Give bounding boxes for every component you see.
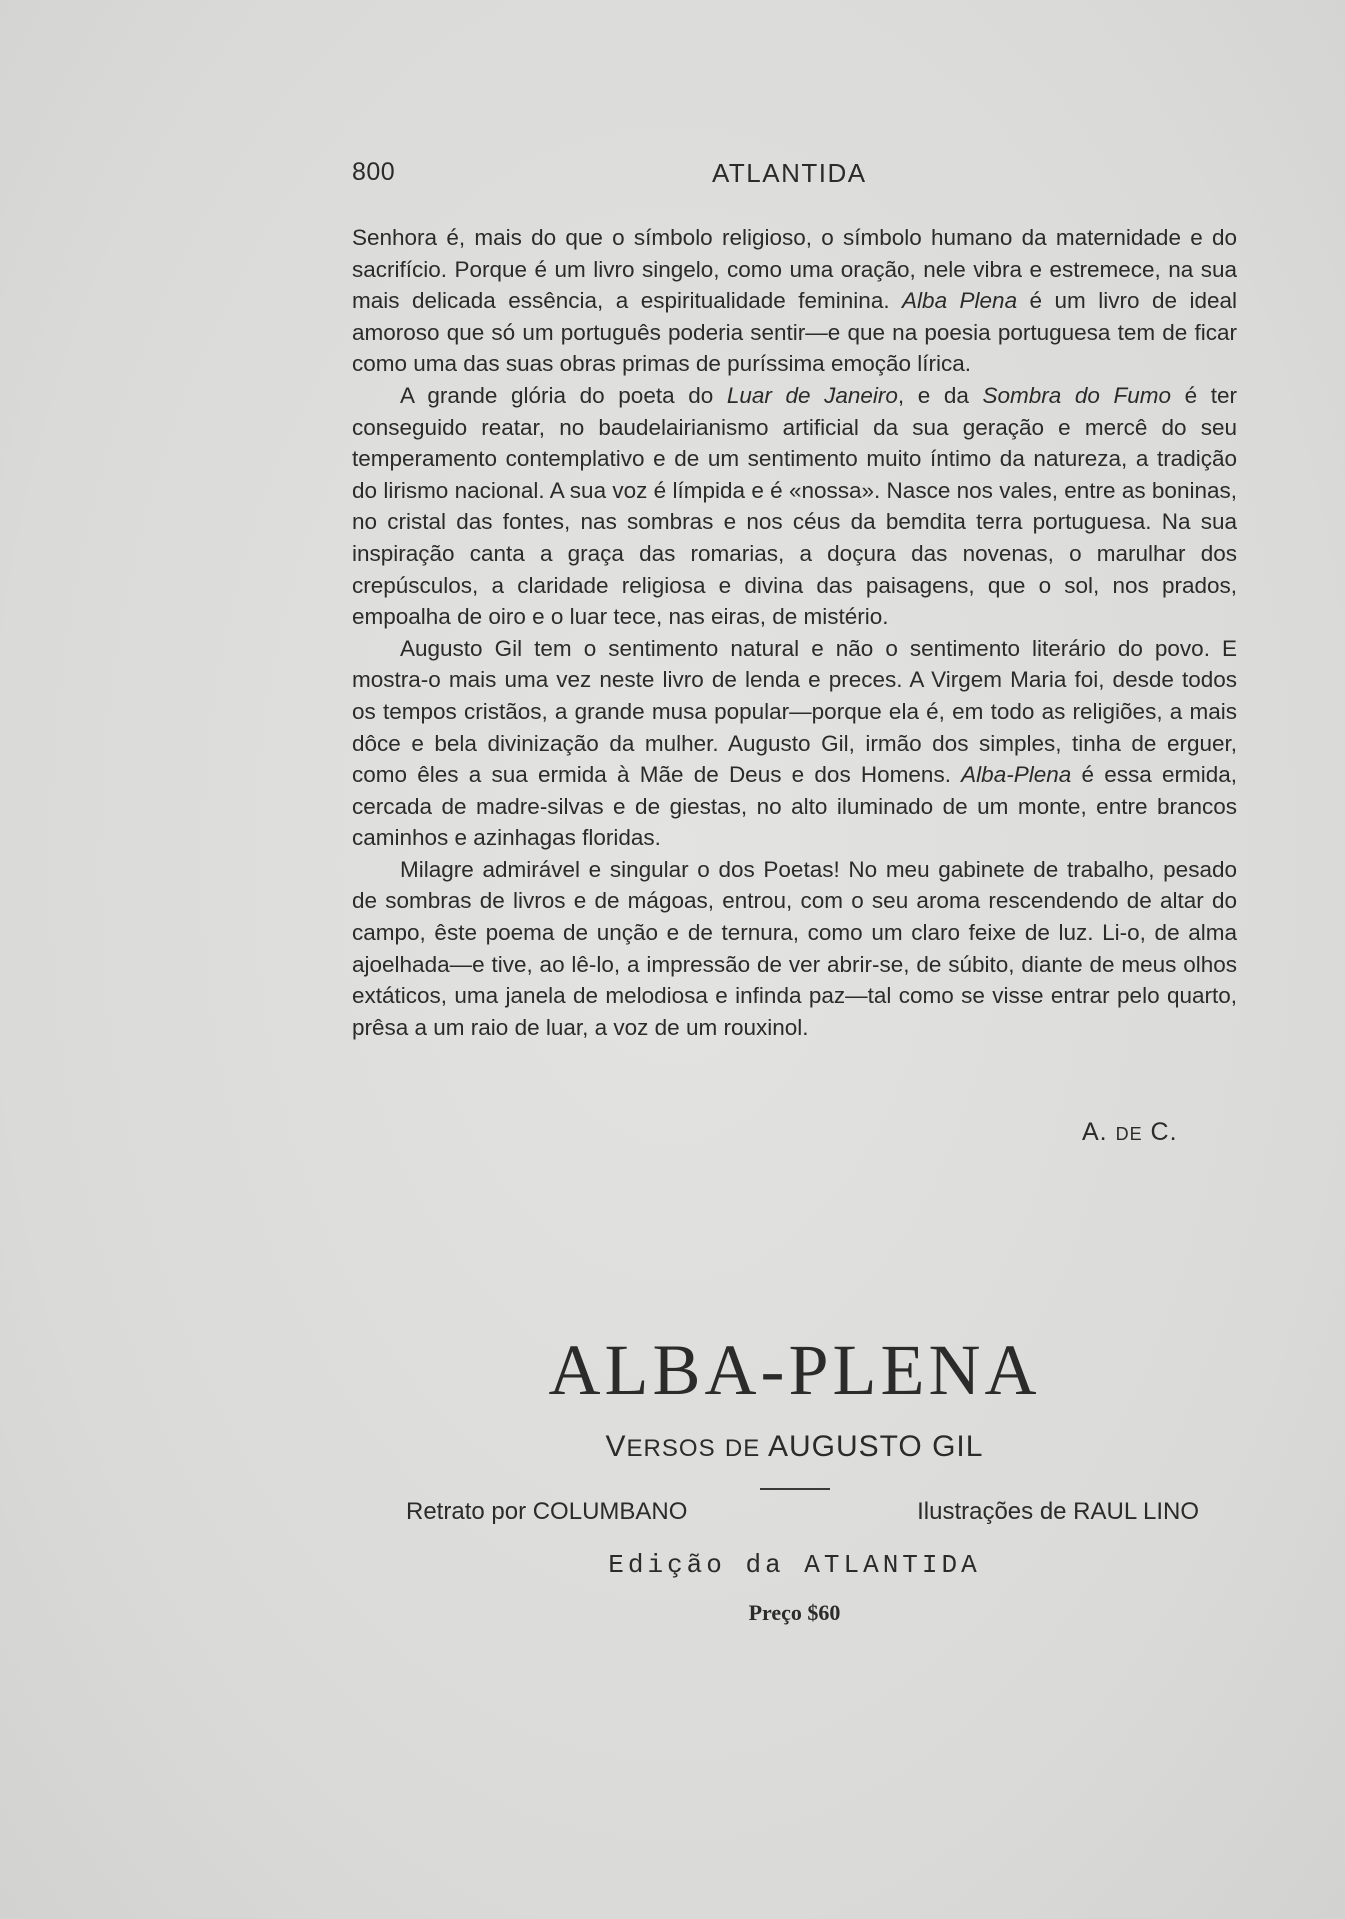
paragraph-2-text-end: é ter conseguido reatar, no baudelairianismo artificial da sua geração e mercê do seu temperamento contemplativo e de um sentimento muito íntimo da natureza, a tradição do lirismo nacional. A sua voz é límpida e é «nossa». Nasce nos vales, entre as boninas, no cristal das fontes, nas sombras e nos céus da bemdita terra portuguesa. Na sua inspiração canta a graça das romarias, a doçura das novenas, o marulhar dos crepúsculos, a claridade religiosa e divina das paisagens, que o sol, nos prados, empoalha de oiro e o luar tece, nas eiras, de mistério. bbox=[352, 382, 1238, 630]
paragraph-4: Milagre admirável e singular o dos Poetas! No meu gabinete de trabalho, pesado de sombras de livros e de mágoas, entrou, com o seu aroma rescendendo de altar do campo, êste poema de unção e de ternura, como um claro feixe de luz. Li-o, de alma ajoelhada—e tive, ao lê-lo, a impressão de ver abrir-se, de súbito, diante de meus olhos extáticos, uma janela de melodiosa e infinda paz—tal como se visse entrar pelo quarto, prêsa a um raio de luar, a voz de um rouxinol. bbox=[352, 856, 1237, 1040]
signature-initial-c: C. bbox=[1142, 1118, 1178, 1146]
subtitle-author: AUGUSTO GIL bbox=[767, 1430, 984, 1463]
book-title-sombra-do-fumo: Sombra do Fumo bbox=[982, 382, 1172, 408]
paragraph-3 bbox=[352, 633, 1237, 854]
running-title: ATLANTIDA bbox=[712, 158, 867, 188]
paragraph-2-text: A grande glória do poeta do bbox=[400, 382, 727, 408]
book-title-alba-plena-2: Alba-Plena bbox=[961, 762, 1072, 788]
book-advertisement bbox=[352, 1330, 1237, 1626]
page-header bbox=[352, 158, 1232, 198]
paragraph-2-text-mid: , e da bbox=[897, 382, 983, 408]
author-signature bbox=[1082, 1118, 1178, 1147]
paragraph-1-text: Senhora é, mais do que o símbolo religioso, o símbolo humano da maternidade e do sacrifício. Porque é um livro singelo, como uma oração, nele vibra e estremece, na sua mais delicada essência, a espiritualidade feminina. bbox=[352, 225, 1237, 314]
book-title-alba-plena: Alba Plena bbox=[902, 288, 1018, 314]
paragraph-3-text-end: é essa ermida, cercada de madre-silvas e de giestas, no alto iluminado de um monte, entre brancos caminhos e azinhagas floridas. bbox=[352, 762, 1237, 851]
subtitle-v: V bbox=[605, 1430, 627, 1463]
subtitle-de: DE bbox=[724, 1435, 761, 1462]
book-title-luar-de-janeiro: Luar de Janeiro bbox=[726, 382, 898, 408]
article-body bbox=[352, 222, 1237, 1043]
paragraph-2 bbox=[352, 380, 1237, 633]
paragraph-1 bbox=[352, 222, 1237, 380]
signature-initial-a: A. bbox=[1082, 1118, 1116, 1146]
illustration-credit: Ilustrações de RAUL LINO bbox=[917, 1498, 1199, 1525]
paragraph-3-text: Augusto Gil tem o sentimento natural e não o sentimento literário do povo. E mostra-o mais uma vez neste livro de lenda e preces. A Virgem Maria foi, desde todos os tempos cristãos, a grande musa popular—porque ela é, em todo as religiões, a mais dôce e bela divinização da mulher. Augusto Gil, irmão dos simples, tinha de erguer, como êles a sua ermida à Mãe de Deus e dos Homens. bbox=[352, 635, 1237, 788]
signature-de: DE bbox=[1115, 1124, 1143, 1144]
paragraph-1-text-end: é um livro de ideal amoroso que só um português poderia sentir—e que na poesia portuguesa tem de ficar como uma das suas obras primas de puríssima emoção lírica. bbox=[352, 288, 1237, 377]
portrait-credit: Retrato por COLUMBANO bbox=[406, 1498, 688, 1525]
ad-credits bbox=[352, 1498, 1237, 1534]
divider-rule bbox=[760, 1488, 830, 1490]
page-number: 800 bbox=[352, 158, 396, 186]
ad-subtitle bbox=[352, 1430, 1237, 1464]
subtitle-ersos: ERSOS bbox=[626, 1435, 716, 1462]
edition-line: Edição da ATLANTIDA bbox=[608, 1550, 981, 1580]
price: Preço $60 bbox=[748, 1600, 841, 1625]
ad-title: ALBA-PLENA bbox=[548, 1330, 1041, 1410]
